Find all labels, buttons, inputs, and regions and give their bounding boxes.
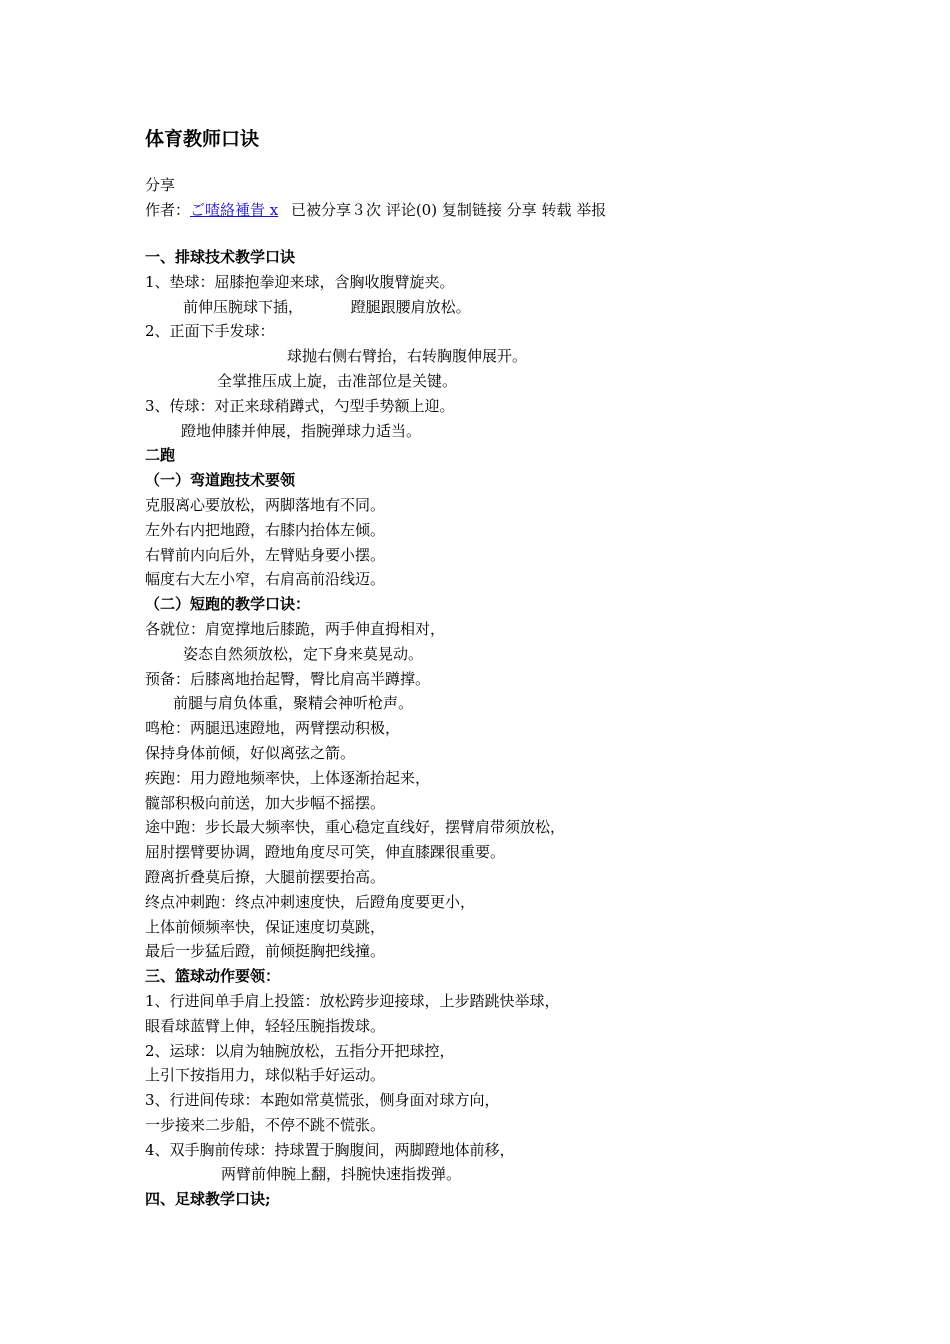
shared-count: 已被分享３次 [291,201,382,219]
text-line: 右臂前内向后外，左臂贴身要小摆。 [145,545,386,564]
text-line: 2、正面下手发球： [145,322,275,341]
report-button[interactable]: 举报 [576,201,607,219]
section-heading: （一）弯道跑技术要领 [145,471,296,490]
text-line: 前腿与肩负体重，聚精会神听枪声。 [173,694,414,713]
text-line: 眼看球蓝臂上伸，轻轻压腕指拨球。 [145,1016,386,1035]
text-line: 1、垫球：屈膝抱拳迎来球，含胸收腹臂旋夹。 [145,272,455,291]
text-line: 球抛右侧右臂抬，右转胸腹伸展开。 [287,347,528,366]
text-line: 蹬离折叠莫后撩，大腿前摆要抬高。 [145,867,386,886]
text-line: 蹬地伸膝并伸展，指腕弹球力适当。 [181,421,422,440]
section-heading: 三、篮球动作要领： [145,967,281,986]
text-line: 全掌推压成上旋，击准部位是关键。 [217,371,458,390]
text-line: 鸣枪：两腿迅速蹬地，两臂摆动积极， [145,719,401,738]
page-title: 体育教师口诀 [145,128,260,150]
repost-button[interactable]: 转载 [541,201,572,219]
text-line: 2、运球：以肩为轴腕放松，五指分开把球控， [145,1041,455,1060]
text-line: 上引下按指用力，球似粘手好运动。 [145,1066,386,1085]
text-line: 3、传球：对正来球稍蹲式，勺型手势额上迎。 [145,396,455,415]
text-line: 保持身体前倾，好似离弦之箭。 [145,743,356,762]
comments-link[interactable]: 评论(0) [385,201,438,219]
text-line: 克服离心要放松，两脚落地有不同。 [145,495,386,514]
text-line: 最后一步猛后蹬，前倾挺胸把线撞。 [145,942,386,961]
text-line: 各就位：肩宽撑地后膝跪，两手伸直拇相对， [145,619,446,638]
author-label: 作者： [145,201,191,219]
section-heading: 二跑 [145,446,176,465]
text-line: 一步接来二步船，不停不跳不慌张。 [145,1115,386,1134]
text-line: 屈肘摆臂要协调，蹬地角度尽可笑，伸直膝踝很重要。 [145,843,506,862]
section-heading: 一、排球技术教学口诀 [145,248,296,266]
share-button[interactable]: 分享 [506,201,537,219]
meta-bar [145,199,606,221]
text-line: 4、双手胸前传球：持球置于胸腹间，两脚蹬地体前移， [145,1140,515,1159]
text-line: 两臂前伸腕上翻，抖腕快速指拨弹。 [221,1165,462,1184]
text-line: 疾跑：用力蹬地频率快，上体逐渐抬起来， [145,768,431,787]
share-label: 分享 [145,176,176,194]
text-line: 途中跑：步长最大频率快，重心稳定直线好，摆臂肩带须放松， [145,818,566,837]
text-line: 幅度右大左小窄，右肩高前沿线迈。 [145,570,386,589]
copy-link-button[interactable]: 复制链接 [441,201,502,219]
text-line: 前伸压腕球下插， 蹬腿跟腰肩放松。 [183,297,471,316]
text-line: 1、行进间单手肩上投篮：放松跨步迎接球，上步踏跳快举球， [145,991,560,1010]
section-heading: 四、足球教学口诀; [145,1190,271,1209]
section-heading: （二）短跑的教学口诀： [145,595,311,614]
text-line: 姿态自然须放松，定下身来莫晃动。 [183,644,424,663]
text-line: 预备：后膝离地抬起臀，臀比肩高半蹲撑。 [145,669,431,688]
document-body [145,245,845,1212]
text-line: 左外右内把地蹬，右膝内抬体左倾。 [145,520,386,539]
text-line: 髋部积极向前送，加大步幅不摇摆。 [145,793,386,812]
text-line: 3、行进间传球：本跑如常莫慌张，侧身面对球方向， [145,1091,500,1110]
author-link[interactable]: ご喳絡褈眚 x [190,201,279,219]
text-line: 终点冲刺跑：终点冲刺速度快，后蹬角度要更小， [145,892,476,911]
text-line: 上体前倾频率快，保证速度切莫跳， [145,917,386,936]
